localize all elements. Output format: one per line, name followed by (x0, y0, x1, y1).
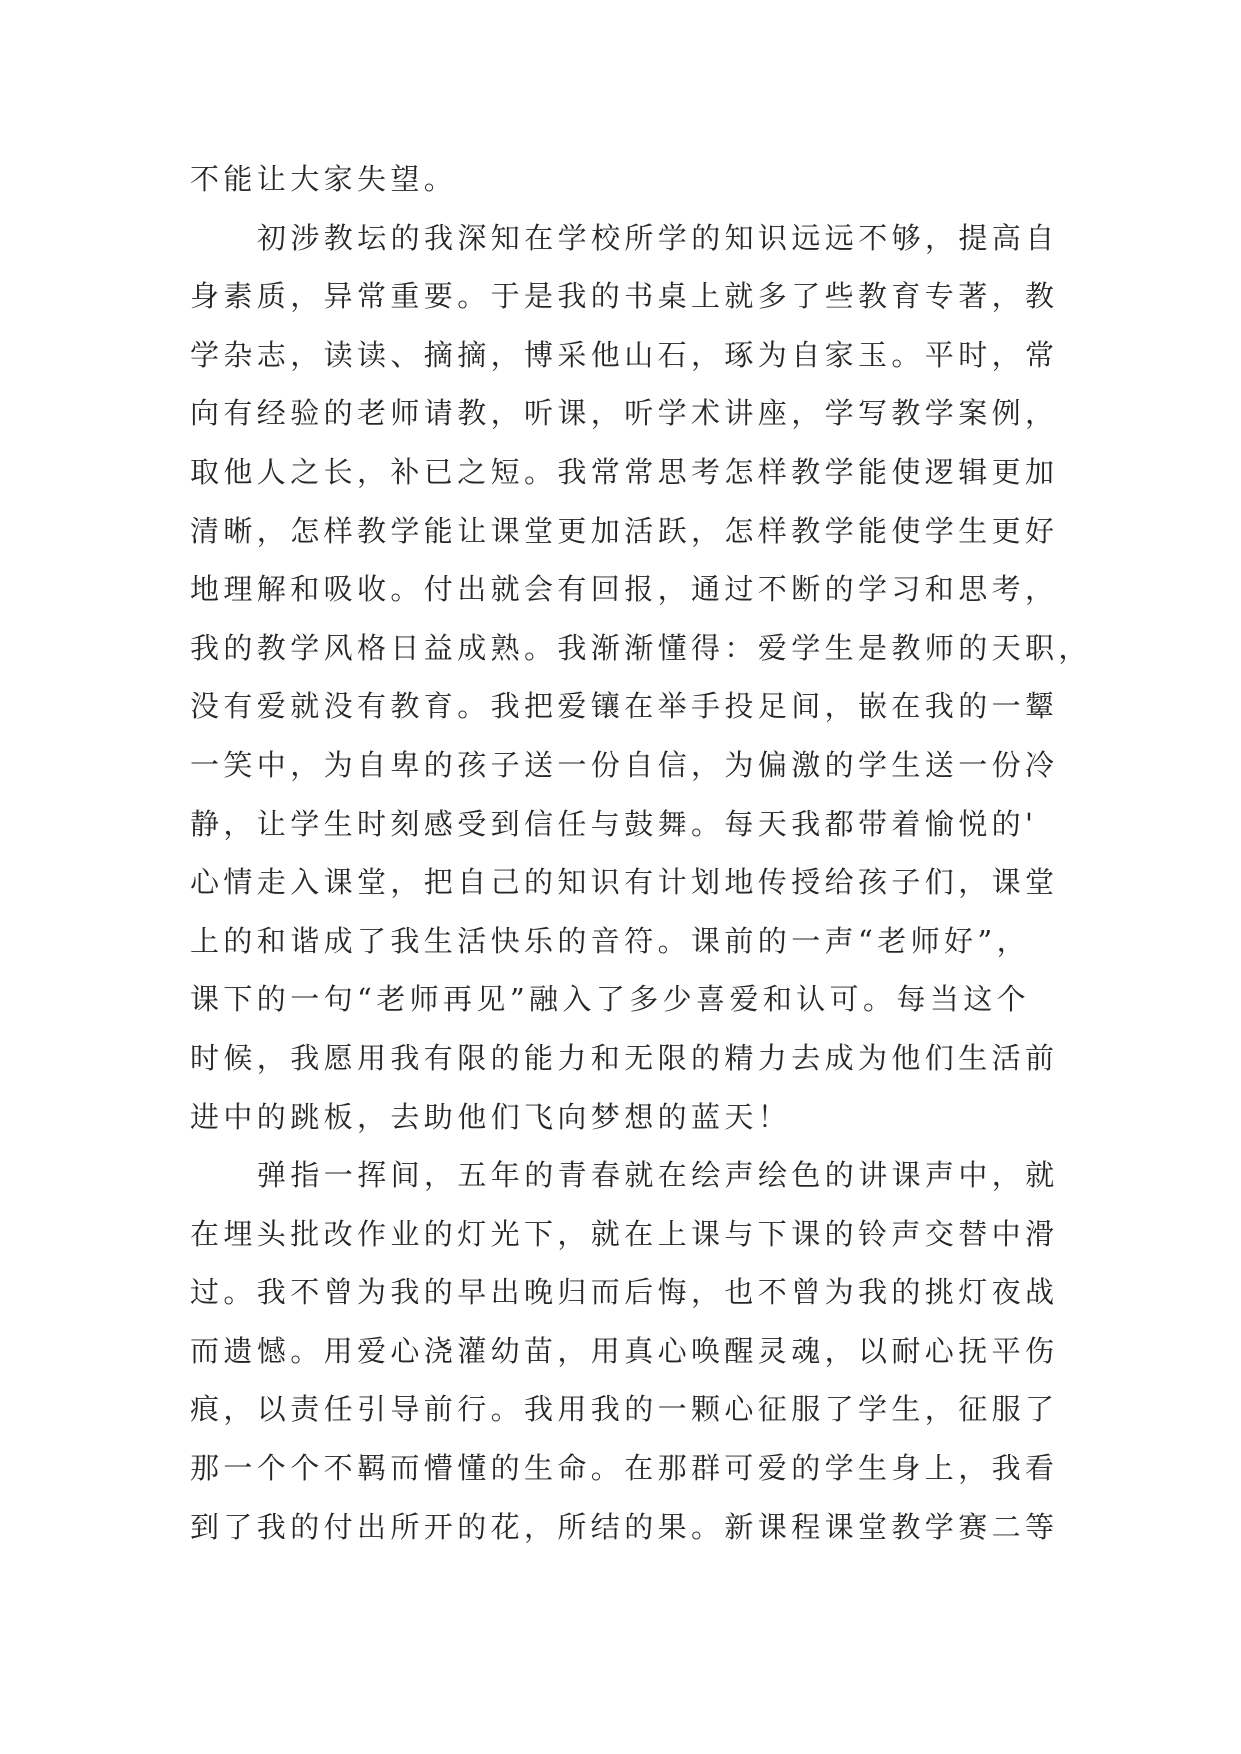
text-line: 而遗憾。用爱心浇灌幼苗，用真心唤醒灵魂，以耐心抚平伤 (190, 1333, 1059, 1368)
text-line: 身素质，异常重要。于是我的书桌上就多了些教育专著，教 (190, 279, 1059, 314)
text-line: 痕，以责任引导前行。我用我的一颗心征服了学生，征服了 (190, 1392, 1059, 1427)
paragraph-start-line: 初涉教坛的我深知在学校所学的知识远远不够，提高自 (257, 220, 1059, 255)
text-line: 向有经验的老师请教，听课，听学术讲座，学写教学案例， (190, 396, 1059, 431)
text-line: 上的和谐成了我生活快乐的音符。课前的一声“老师好”， (190, 923, 1031, 958)
text-line: 学杂志，读读、摘摘，博采他山石，琢为自家玉。平时，常 (190, 337, 1059, 372)
text-line: 静，让学生时刻感受到信任与鼓舞。每天我都带着愉悦的' (190, 806, 1038, 841)
text-line: 过。我不曾为我的早出晚归而后悔，也不曾为我的挑灯夜战 (190, 1275, 1059, 1310)
text-line: 到了我的付出所开的花，所结的果。新课程课堂教学赛二等 (190, 1509, 1059, 1544)
text-line: 时候，我愿用我有限的能力和无限的精力去成为他们生活前 (190, 1040, 1059, 1075)
text-line: 地理解和吸收。付出就会有回报，通过不断的学习和思考， (190, 572, 1059, 607)
text-line: 心情走入课堂，把自己的知识有计划地传授给孩子们，课堂 (190, 865, 1059, 900)
text-line: 清晰，怎样教学能让课堂更加活跃，怎样教学能使学生更好 (190, 513, 1059, 548)
text-line: 取他人之长，补已之短。我常常思考怎样教学能使逻辑更加 (190, 454, 1059, 489)
text-line: 那一个个不羁而懵懂的生命。在那群可爱的学生身上，我看 (190, 1451, 1059, 1486)
text-line: 没有爱就没有教育。我把爱镶在举手投足间，嵌在我的一颦 (190, 689, 1059, 724)
text-line: 课下的一句“老师再见”融入了多少喜爱和认可。每当这个 (190, 982, 1031, 1017)
text-line: 在埋头批改作业的灯光下，就在上课与下课的铃声交替中滑 (190, 1216, 1059, 1251)
text-line: 我的教学风格日益成熟。我渐渐懂得：爱学生是教师的天职， (190, 630, 1092, 665)
document-body (190, 150, 1092, 1556)
paragraph-start-line: 弹指一挥间，五年的青春就在绘声绘色的讲课声中，就 (257, 1158, 1059, 1193)
text-line: 一笑中，为自卑的孩子送一份自信，为偏激的学生送一份冷 (190, 747, 1059, 782)
text-line: 进中的跳板，去助他们飞向梦想的蓝天！ (190, 1099, 792, 1134)
text-line: 不能让大家失望。 (190, 162, 458, 196)
